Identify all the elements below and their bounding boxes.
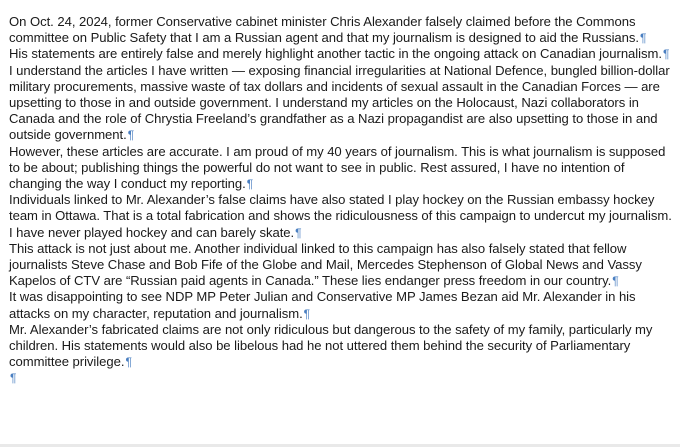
- paragraph-4[interactable]: [9, 144, 674, 193]
- paragraph-text: On Oct. 24, 2024, former Conservative cabinet minister Chris Alexander falsely claimed before the Commons committee on Public Safety that I am a Russian agent and that my journalism is designed to aid the Russians.: [9, 14, 639, 46]
- paragraph-text: His statements are entirely false and merely highlight another tactic in the ongoing attack on Canadian journalism.: [9, 46, 662, 62]
- paragraph-mark-icon: ¶: [246, 177, 254, 192]
- paragraph-6[interactable]: [9, 241, 674, 290]
- paragraph-text: It was disappointing to see NDP MP Peter Julian and Conservative MP James Bezan aid Mr. Alexander in his attacks on my character, reputation and journalism.: [9, 289, 636, 321]
- paragraph-2[interactable]: [9, 46, 674, 62]
- paragraph-mark-icon: ¶: [612, 274, 619, 289]
- paragraph-text: This attack is not just about me. Another individual linked to this campaign has also falsely stated that fellow journalists Steve Chase and Bob Fife of the Globe and Mail, Mercedes Stephenson of Global News and Vassy Kapelos of CTV are “Russian paid agents in Canada.” These lies endanger press freedom in our country.: [9, 240, 642, 289]
- paragraph-text: Individuals linked to Mr. Alexander’s false claims have also stated I play hockey on the Russian embassy hockey team in Ottawa. That is a total fabrication and shows the ridiculousness of this campaign to undercut my journalism. I have never played hockey and can barely skate.: [9, 192, 672, 240]
- paragraph-5[interactable]: [9, 192, 674, 241]
- paragraph-text: I understand the articles I have written — exposing financial irregularities at National Defence, bungled billion-dollar military procurements, massive waste of tax dollars and incidents of sexual assault in the Canadian Forces — are upsetting to those in and outside government. I understand my articles on the Holocaust, Nazi collaborators in Canada and the role of Chrystia Freeland’s grandfather as a Nazi propagandist are also upsetting to those in and outside government.: [9, 62, 670, 143]
- paragraph-1[interactable]: [9, 14, 674, 46]
- paragraph-9-empty[interactable]: [9, 370, 674, 386]
- document-body[interactable]: [9, 14, 674, 387]
- paragraph-mark-icon: ¶: [10, 371, 17, 386]
- paragraph-mark-icon: ¶: [662, 47, 670, 62]
- paragraph-mark-icon: ¶: [295, 225, 302, 240]
- paragraph-mark-icon: ¶: [125, 355, 132, 370]
- paragraph-text: Mr. Alexander’s fabricated claims are not only ridiculous but dangerous to the safety of my family, particularly my children. His statements would also be libelous had he not uttered them behind the security of Parliamentary committee privilege.: [9, 321, 653, 370]
- paragraph-3[interactable]: [9, 63, 674, 144]
- paragraph-mark-icon: ¶: [303, 306, 311, 321]
- paragraph-text: However, these articles are accurate. I am proud of my 40 years of journalism. This is what journalism is supposed to be about; publishing things the powerful do not want to see in public. Rest assured, I have no intention of changing the way I conduct my reporting.: [9, 143, 666, 192]
- paragraph-8[interactable]: [9, 322, 674, 371]
- paragraph-mark-icon: ¶: [639, 31, 647, 46]
- paragraph-7[interactable]: [9, 289, 674, 321]
- paragraph-mark-icon: ¶: [127, 128, 135, 143]
